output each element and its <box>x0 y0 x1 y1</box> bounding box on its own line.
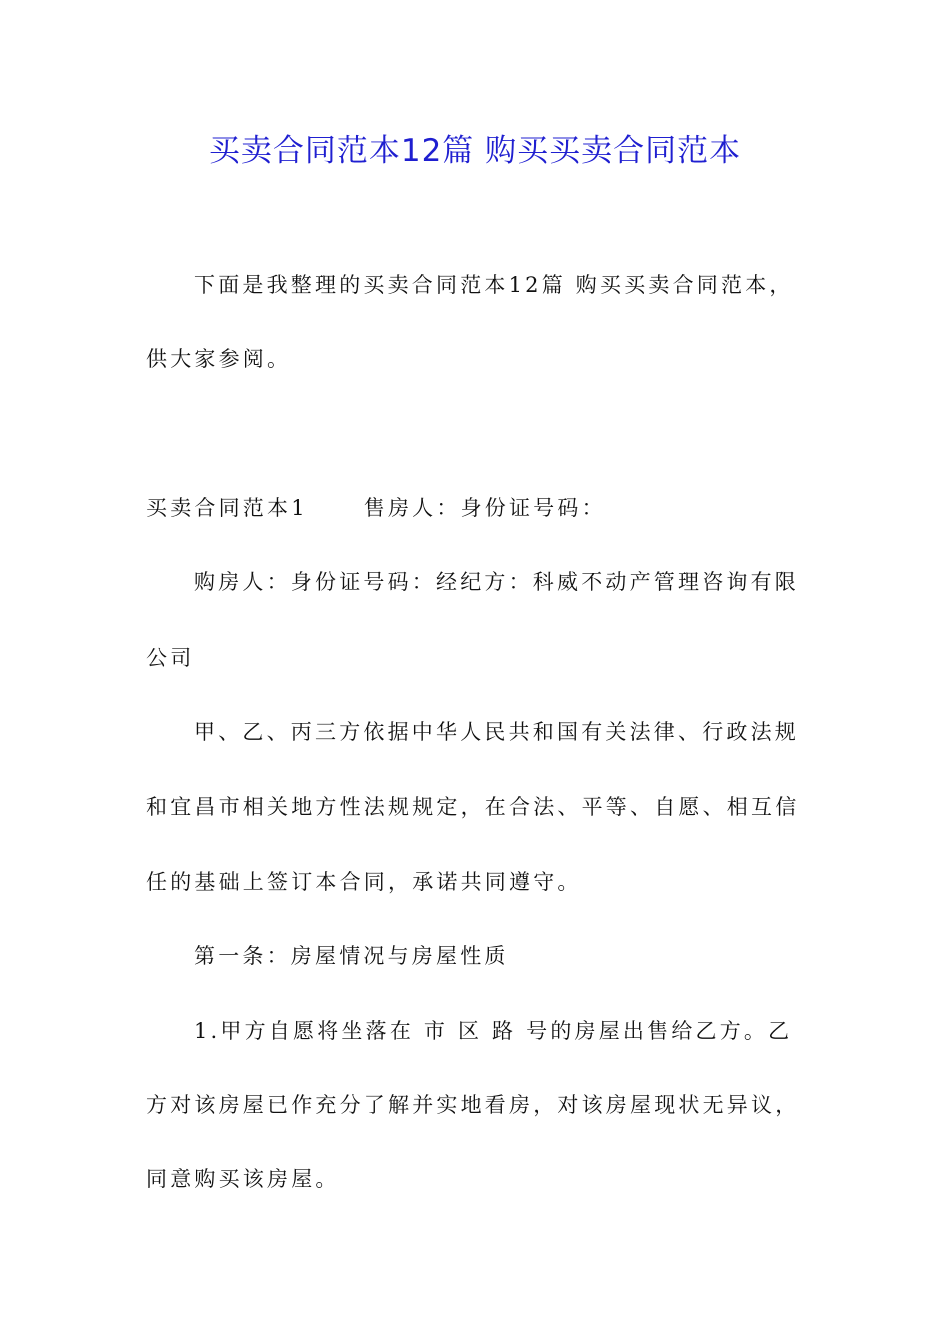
preamble-line-3: 任的基础上签订本合同，承诺共同遵守。 <box>146 870 582 894</box>
clause-1-line-1: 1.甲方自愿将坐落在 市 区 路 号的房屋出售给乙方。乙 <box>194 1019 793 1043</box>
section-heading: 买卖合同范本1 <box>146 496 308 520</box>
preamble-line-2: 和宜昌市相关地方性法规规定，在合法、平等、自愿、相互信 <box>146 795 800 819</box>
seller-field: 售房人：身份证号码： <box>363 496 606 520</box>
section-heading-row <box>146 493 806 523</box>
buyer-line-1: 购房人：身份证号码：经纪方：科威不动产管理咨询有限 <box>194 570 799 594</box>
intro-line-2: 供大家参阅。 <box>146 347 292 371</box>
preamble-line-1: 甲、乙、丙三方依据中华人民共和国有关法律、行政法规 <box>194 720 799 744</box>
buyer-line-2: 公司 <box>146 646 195 670</box>
article-1-heading: 第一条：房屋情况与房屋性质 <box>194 944 509 968</box>
clause-1-line-2: 方对该房屋已作充分了解并实地看房，对该房屋现状无异议， <box>146 1093 800 1117</box>
document-title: 买卖合同范本12篇 购买买卖合同范本 <box>208 133 742 169</box>
intro-line-1: 下面是我整理的买卖合同范本12篇 购买买卖合同范本， <box>194 273 794 297</box>
clause-1-line-3: 同意购买该房屋。 <box>146 1167 340 1191</box>
